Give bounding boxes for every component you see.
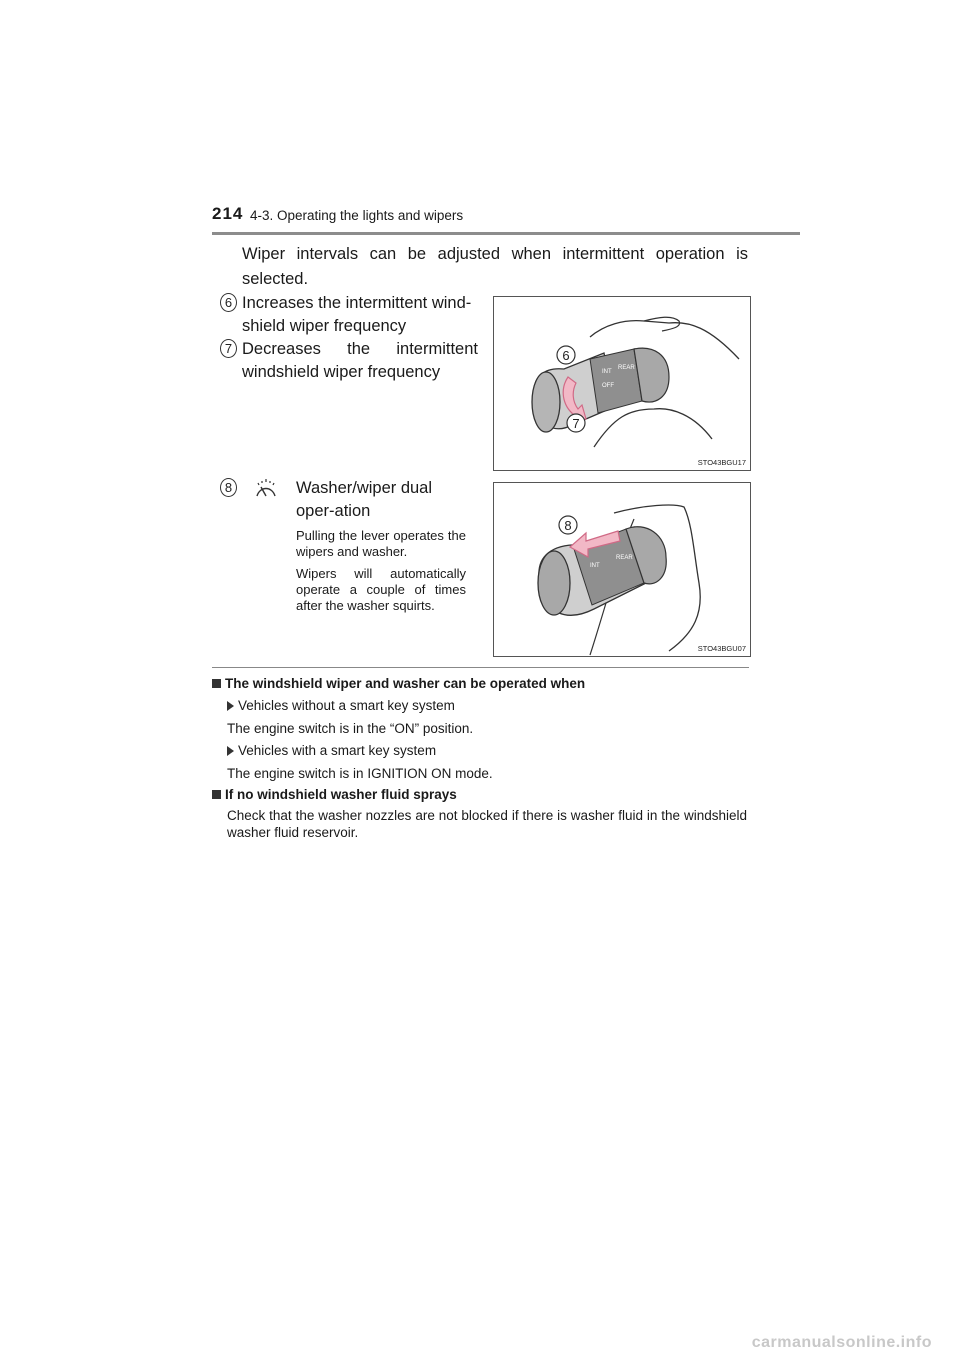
note-heading-1-text: The windshield wiper and washer can be operated when <box>225 676 586 691</box>
svg-text:OFF: OFF <box>602 383 614 389</box>
item-7-text <box>242 338 478 384</box>
figure-code: STO43BGU17 <box>697 458 746 467</box>
callout-marker-7: 7 <box>220 339 237 358</box>
callout-marker-8: 8 <box>220 478 237 497</box>
figure2-callout-8: 8 <box>564 518 572 533</box>
washer-wiper-icon <box>254 478 278 500</box>
item-8-desc-1: Pulling the lever operates the wipers and washer. <box>296 528 466 559</box>
figure1-callout-7: 7 <box>572 416 580 431</box>
note-condition-2 <box>227 743 436 758</box>
item-6-text: Increases the intermittent wind-shield wiper frequency <box>242 294 472 335</box>
note-heading-2 <box>212 787 457 802</box>
square-bullet-icon <box>212 679 221 688</box>
figure-washer-wiper <box>493 482 751 657</box>
item-8-title: Washer/wiper dual oper-ation <box>296 479 433 520</box>
svg-text:REAR: REAR <box>616 555 633 561</box>
item-7-text-line2: windshield wiper frequency <box>242 363 441 381</box>
wiper-lever-illustration <box>494 297 750 470</box>
note-heading-2-text: If no windshield washer fluid sprays <box>225 787 457 802</box>
header-rule <box>212 232 800 235</box>
intro-paragraph: Wiper intervals can be adjusted when intermittent operation is selected. <box>242 245 748 288</box>
page-number: 214 <box>212 204 244 223</box>
svg-text:INT: INT <box>602 369 612 375</box>
figure1-callout-6: 6 <box>562 348 570 363</box>
svg-text:REAR: REAR <box>618 365 635 371</box>
square-bullet-icon <box>212 790 221 799</box>
callout-marker-6: 6 <box>220 293 237 312</box>
note-condition-1-text: Vehicles without a smart key system <box>238 698 455 713</box>
note-condition-2-text: Vehicles with a smart key system <box>238 743 437 758</box>
triangle-right-icon <box>227 701 234 711</box>
notes-divider <box>212 667 749 668</box>
washer-lever-illustration <box>494 483 750 656</box>
note-heading-1 <box>212 676 585 691</box>
item-8-desc-2: Wipers will automatically operate a couple of times after the washer squirts. <box>296 566 466 613</box>
note-condition-1 <box>227 698 455 713</box>
note-text-1: The engine switch is in the “ON” position. <box>227 721 474 736</box>
figure-code: STO43BGU07 <box>697 644 746 653</box>
section-title: 4-3. Operating the lights and wipers <box>250 208 464 223</box>
item-7-text-line1: Decreases the intermittent <box>242 340 478 358</box>
svg-text:INT: INT <box>590 563 600 569</box>
note-text-2: The engine switch is in IGNITION ON mode. <box>227 766 493 781</box>
figure-wiper-intermittent-adjust <box>493 296 751 471</box>
watermark: carmanualsonline.info <box>751 1334 932 1351</box>
triangle-right-icon <box>227 746 234 756</box>
item-8-description <box>296 528 466 620</box>
note-text-3: Check that the washer nozzles are not blocked if there is washer fluid in the windshield washer fluid reservoir. <box>227 808 747 840</box>
